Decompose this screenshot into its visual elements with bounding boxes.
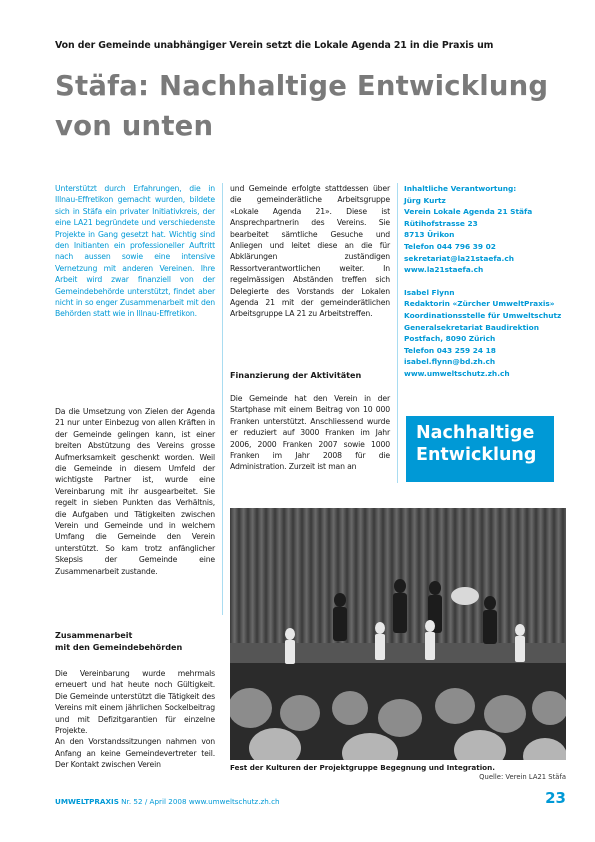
contact-line: Telefon 044 796 39 02 — [404, 241, 496, 251]
contact-line: Isabel Flynn — [404, 287, 455, 297]
body-paragraph: Die Gemeinde hat den Verein in der Startphase mit einem Beitrag von 10 000 Franken unterstützt. Anschliessend wurde er reduziert auf 3000 Franken im Jahr 2006, 2000 Franken 2007 sowie 1000 Franken im Jahr 2008 für die Administration. Zurzeit ist man an — [230, 394, 390, 472]
body-paragraph: Da die Umsetzung von Zielen der Agenda 21 nur unter Einbezug von allen Kräften in der Gemeinde gelingen kann, ist einer breiten Abstützung des Vereins grosse Aufmerksamkeit geschenkt worden. Weil die Gemeinde in diesem Umfeld der wichtigste Partner ist, wurde eine Vereinbarung mit ihr ausgearbeitet. Sie regelt in sieben Punkten das Verhältnis, die Aufgaben und Tätigkeiten zwischen Verein und Gemeinde und in welchem Umfang die Gemeinde den Verein unterstützt. So kam trotz anfänglicher Skepsis der Gemeinde eine Zusammenarbeit zustande. — [55, 407, 215, 576]
contact-line: 8713 Ürikon — [404, 230, 455, 240]
contact-info — [404, 183, 562, 380]
column-divider — [397, 183, 398, 483]
article-title: Stäfa: Nachhaltige Entwicklung von unten — [55, 70, 549, 142]
footer-issue: Nr. 52 / April 2008 — [121, 797, 187, 806]
photo-credit: Quelle: Verein LA21 Stäfa — [479, 773, 566, 781]
contact-web-link[interactable]: www.umweltschutz.zh.ch — [404, 368, 510, 378]
contact-line: Inhaltliche Verantwortung: — [404, 184, 517, 193]
contact-web-link[interactable]: www.la21staefa.ch — [404, 265, 484, 275]
contact-line: Rütihofstrasse 23 — [404, 218, 478, 228]
section-label: Nachhaltige Entwicklung — [416, 423, 537, 465]
contact-line: Redaktorin «Zürcher UmweltPraxis» — [404, 299, 555, 309]
contact-line: Jürg Kurtz — [404, 195, 446, 205]
subheading: Zusammenarbeit mit den Gemeindebehörden — [55, 630, 183, 652]
contact-line: Generalsekretariat Baudirektion — [404, 322, 539, 332]
lead-paragraph: Unterstützt durch Erfahrungen, die in Illnau-Effretikon gemacht wurden, bildete sich in Stäfa ein privater Initiativkreis, der eine LA21 begründete und verschiedenste Projekte in Gang gesetzt hat. Wichtig sind den Initianten ein professioneller Auftritt nach aussen sowie eine intensive Vernetzung mit anderen Vereinen. Ihre Arbeit wird zwar finanziell von der Gemeindebehörde unterstützt, findet aber nicht in so enger Zusammenarbeit mit den Behörden statt wie in Illnau-Effretikon. — [55, 184, 215, 319]
photo-caption: Fest der Kulturen der Projektgruppe Begegnung und Integration. — [230, 763, 495, 772]
body-paragraph: Die Vereinbarung wurde mehrmals erneuert und hat heute noch Gültigkeit. Die Gemeinde unterstützt die Tätigkeit des Vereins mit einem jährlichen Sockelbeitrag und mit Defizitgarantien für einzelne Projekte. An den Vorstandssitzungen nahmen von Anfang an keine Gemeindevertreter teil. Der Kontakt zwischen Verein — [55, 669, 215, 770]
column-divider — [222, 183, 223, 615]
footer-url[interactable]: www.umweltschutz.zh.ch — [188, 797, 280, 806]
contact-email-link[interactable]: sekretariat@la21staefa.ch — [404, 253, 514, 263]
contact-line: Telefon 043 259 24 18 — [404, 345, 496, 355]
footer — [55, 797, 280, 806]
body-paragraph: und Gemeinde erfolgte stattdessen über die gemeinderätliche Arbeitsgruppe «Lokale Agenda 21». Diese ist Ansprechpartnerin des Vereins. Sie bearbeitet sämtliche Gesuche und Anliegen und leitet diese an die für Abklärungen zuständigen Ressortverantwortlichen weiter. In regelmässigen Abständen treffen sich Delegierte des Vorstands der Lokalen Agenda 21 mit der gemeinderätlichen Arbeitsgruppe LA 21 zu Arbeitstreffen. — [230, 184, 390, 319]
contact-line: Koordinationsstelle für Umweltschutz — [404, 310, 562, 320]
contact-line: Postfach, 8090 Zürich — [404, 334, 496, 344]
subheading: Finanzierung der Aktivitäten — [230, 370, 362, 380]
section-label-box — [406, 416, 554, 482]
article-kicker: Von der Gemeinde unabhängiger Verein setzt die Lokale Agenda 21 in die Praxis um — [55, 40, 494, 51]
page-number: 23 — [545, 789, 566, 807]
contact-line: Verein Lokale Agenda 21 Stäfa — [404, 207, 533, 217]
event-photo — [230, 508, 566, 760]
footer-brand: UMWELTPRAXIS — [55, 797, 119, 806]
contact-email-link[interactable]: isabel.flynn@bd.zh.ch — [404, 357, 496, 367]
